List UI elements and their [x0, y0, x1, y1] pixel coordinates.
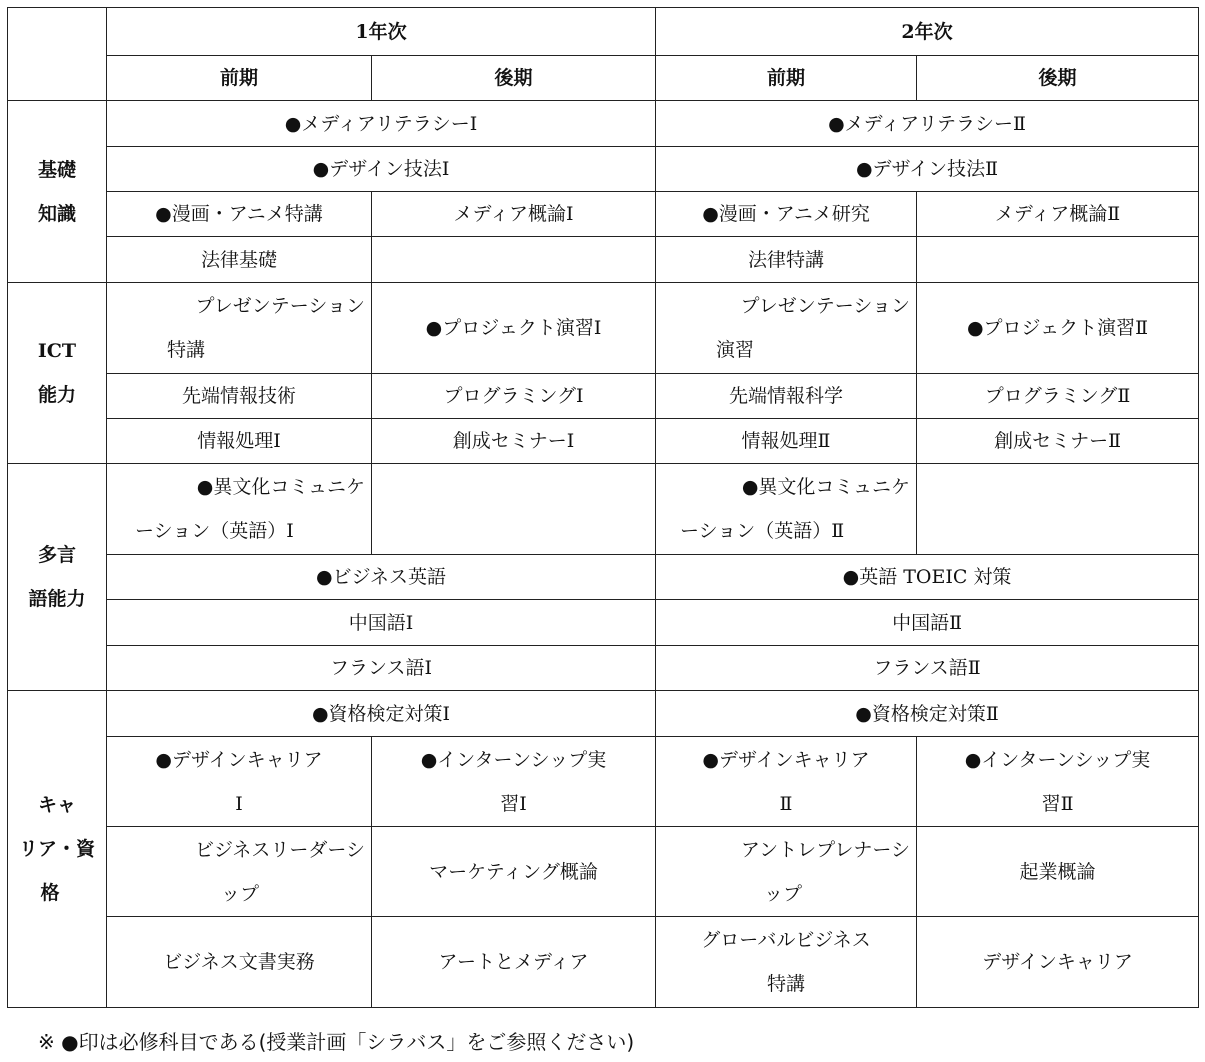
course-cell: プログラミングⅡ: [917, 374, 1199, 419]
course-cell: メディア概論Ⅰ: [372, 192, 656, 237]
table-row: [8, 464, 1199, 555]
course-line: 特講: [167, 339, 206, 361]
course-cell: ●資格検定対策Ⅱ: [656, 691, 1199, 737]
course-cell: [656, 737, 917, 827]
course-line: 習Ⅱ: [1041, 792, 1074, 815]
table-row: [8, 737, 1199, 827]
course-line: ●異文化コミュニケ: [196, 476, 365, 498]
category-label: 能力: [37, 384, 76, 406]
category-ict: [8, 283, 107, 464]
category-label: 語能力: [28, 588, 86, 610]
category-label: リア・資: [18, 838, 95, 860]
category-label: キャ: [37, 794, 76, 816]
course-cell: 情報処理Ⅰ: [107, 419, 372, 464]
header-row-terms: [8, 56, 1199, 101]
y1-kouki-header: 後期: [372, 56, 656, 101]
category-label: ICT: [37, 340, 77, 362]
course-cell: [656, 917, 917, 1008]
category-career: [8, 691, 107, 1008]
table-row: [8, 555, 1199, 600]
course-line: 演習: [716, 339, 755, 361]
course-cell: フランス語Ⅱ: [656, 646, 1199, 691]
course-line: 特講: [767, 973, 806, 995]
course-line: ップ: [221, 882, 260, 905]
course-cell: [107, 283, 372, 374]
year1-header: 1年次: [107, 8, 656, 56]
table-row: [8, 283, 1199, 374]
course-line: グローバルビジネス: [701, 929, 871, 951]
course-cell: ●デザイン技法Ⅰ: [107, 147, 656, 192]
table-row: [8, 374, 1199, 419]
course-cell: 法律特講: [656, 237, 917, 283]
course-cell: [107, 737, 372, 827]
course-cell: デザインキャリア: [917, 917, 1199, 1008]
course-cell: [656, 464, 917, 555]
course-cell: フランス語Ⅰ: [107, 646, 656, 691]
course-line: ●インターンシップ実: [964, 748, 1151, 771]
category-kiso: [8, 101, 107, 283]
course-line: Ⅰ: [235, 792, 243, 815]
course-cell: ●英語 TOEIC 対策: [656, 555, 1199, 600]
y1-zenki-header: 前期: [107, 56, 372, 101]
course-line: ーション（英語）Ⅰ: [135, 520, 294, 542]
course-cell: ●メディアリテラシーⅡ: [656, 101, 1199, 147]
table-row: [8, 419, 1199, 464]
course-cell: 創成セミナーⅠ: [372, 419, 656, 464]
course-cell: 創成セミナーⅡ: [917, 419, 1199, 464]
footnote: ※ ●印は必修科目である(授業計画「シラバス」をご参照ください): [38, 1030, 635, 1054]
table-row: [8, 192, 1199, 237]
course-cell: 中国語Ⅱ: [656, 600, 1199, 646]
course-cell: 先端情報技術: [107, 374, 372, 419]
course-cell: 法律基礎: [107, 237, 372, 283]
course-cell: [372, 464, 656, 555]
course-line: ●異文化コミュニケ: [741, 476, 911, 498]
category-label: 多言: [37, 544, 76, 566]
course-cell: ●漫画・アニメ研究: [656, 192, 917, 237]
course-cell: [372, 237, 656, 283]
course-cell: [656, 827, 917, 917]
course-cell: 中国語Ⅰ: [107, 600, 656, 646]
course-cell: ●資格検定対策Ⅰ: [107, 691, 656, 737]
course-cell: 先端情報科学: [656, 374, 917, 419]
course-line: ●インターンシップ実: [420, 748, 607, 771]
year2-header: 2年次: [656, 8, 1199, 56]
table-row: [8, 147, 1199, 192]
course-cell: [107, 464, 372, 555]
table-row: [8, 600, 1199, 646]
course-cell: 起業概論: [917, 827, 1199, 917]
curriculum-table: [7, 7, 1199, 1008]
course-cell: メディア概論Ⅱ: [917, 192, 1199, 237]
course-cell: [917, 737, 1199, 827]
course-line: ●デザインキャリア: [702, 748, 870, 771]
table-row: [8, 237, 1199, 283]
y2-zenki-header: 前期: [656, 56, 917, 101]
course-cell: 情報処理Ⅱ: [656, 419, 917, 464]
course-cell: ビジネス文書実務: [107, 917, 372, 1008]
course-line: プレゼンテーション: [195, 295, 365, 317]
category-label: 知識: [37, 202, 76, 225]
course-line: ップ: [764, 882, 803, 905]
course-cell: ●漫画・アニメ特講: [107, 192, 372, 237]
table-row: [8, 917, 1199, 1008]
course-cell: [107, 827, 372, 917]
category-label: 格: [40, 882, 60, 904]
course-cell: ●ビジネス英語: [107, 555, 656, 600]
course-line: プレゼンテーション: [740, 295, 911, 317]
course-cell: ●メディアリテラシーⅠ: [107, 101, 656, 147]
course-cell: ●プロジェクト演習Ⅰ: [372, 283, 656, 374]
course-line: ●デザインキャリア: [155, 748, 323, 771]
table-row: [8, 827, 1199, 917]
course-line: Ⅱ: [779, 792, 793, 815]
y2-kouki-header: 後期: [917, 56, 1199, 101]
course-line: アントレプレナーシ: [740, 838, 911, 861]
table-row: [8, 646, 1199, 691]
course-cell: [917, 237, 1199, 283]
course-cell: ●デザイン技法Ⅱ: [656, 147, 1199, 192]
category-gengo: [8, 464, 107, 691]
course-cell: ●プロジェクト演習Ⅱ: [917, 283, 1199, 374]
category-label: 基礎: [37, 158, 76, 181]
course-cell: アートとメディア: [372, 917, 656, 1008]
course-line: ーション（英語）Ⅱ: [680, 520, 845, 542]
table-row: [8, 691, 1199, 737]
course-cell: [372, 737, 656, 827]
table-row: [8, 101, 1199, 147]
course-cell: [656, 283, 917, 374]
course-line: 習Ⅰ: [500, 792, 527, 815]
course-cell: [917, 464, 1199, 555]
corner-cell: [8, 8, 107, 101]
course-cell: マーケティング概論: [372, 827, 656, 917]
course-cell: プログラミングⅠ: [372, 374, 656, 419]
course-line: ビジネスリーダーシ: [194, 838, 365, 861]
header-row-years: [8, 8, 1199, 56]
